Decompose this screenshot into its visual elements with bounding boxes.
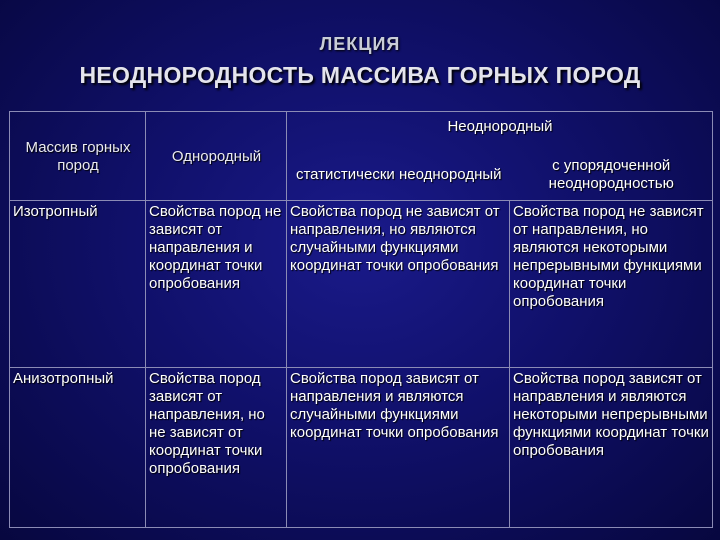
cell-isotropic-ordered: Свойства пород не зависят от направления, но являются некоторыми непрерывными функциями координат точки опробования: [510, 201, 713, 368]
header-massif: Массив горных пород: [10, 112, 146, 201]
table-row: [10, 368, 713, 528]
header-heterogeneous: Неоднородный: [287, 112, 713, 149]
cell-isotropic-statistical: Свойства пород не зависят от направления, но являются случайными функциями координат точки опробования: [287, 201, 510, 368]
header-statistical: статистически неоднородный: [287, 149, 510, 201]
slide-kicker: ЛЕКЦИЯ: [319, 34, 401, 54]
slide-title: НЕОДНОРОДНОСТЬ МАССИВА ГОРНЫХ ПОРОД: [79, 62, 641, 88]
row-label-anisotropic: Анизотропный: [10, 368, 146, 528]
cell-anisotropic-homogeneous: Свойства пород зависят от направления, но не зависят от координат точки опробования: [146, 368, 287, 528]
cell-isotropic-homogeneous: Свойства пород не зависят от направления и координат точки опробования: [146, 201, 287, 368]
row-label-isotropic: Изотропный: [10, 201, 146, 368]
cell-anisotropic-ordered: Свойства пород зависят от направления и являются некоторыми непрерывными функциями координат точки опробования: [510, 368, 713, 528]
table-header-row: [10, 112, 713, 149]
header-homogeneous: Однородный: [146, 112, 287, 201]
classification-table: [9, 111, 713, 528]
cell-anisotropic-statistical: Свойства пород зависят от направления и являются случайными функциями координат точки опробования: [287, 368, 510, 528]
table-row: [10, 201, 713, 368]
header-ordered: с упорядоченной неоднородностью: [510, 149, 713, 201]
